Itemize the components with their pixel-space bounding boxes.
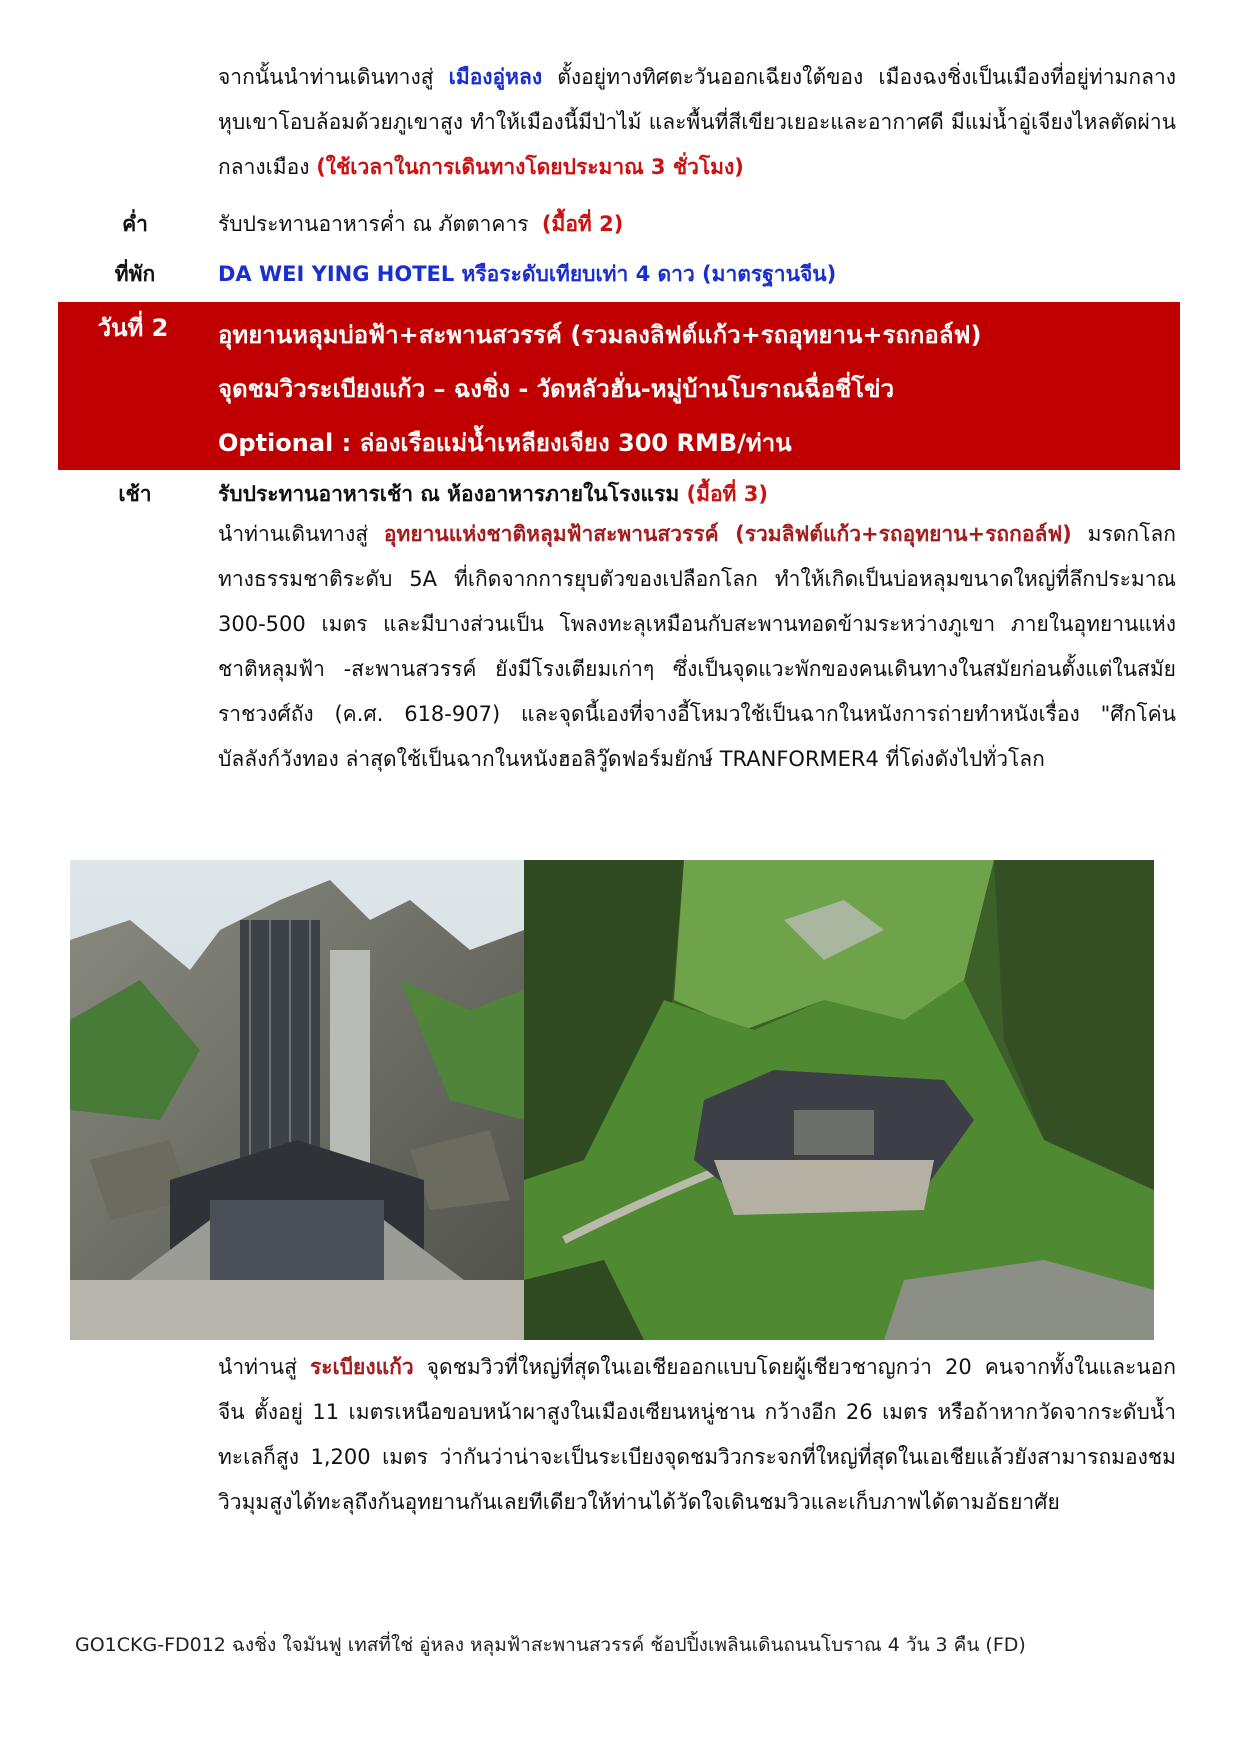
glass-platform-description: จุดชมวิวที่ใหญ่ที่สุดในเอเชียออกแบบโดยผู้เชียวชาญกว่า 20 คนจากทั้งในและนอกจีน ตั้งอยู่ 11 เมตรเหนือขอบหน้าผาสูงในเมืองเซียนหนู่ชาน กว้างอีก 26 เมตร หรือถ้าหากวัดจากระดับน้ำทะเลก็สูง 1,200 เมตร ว่ากันว่าน่าจะเป็นระเบียงจุดชมวิวกระจกที่ใหญ่ที่สุดในเอเชียแล้วยังสามารถมองชมวิวมุมสูงได้ทะลุถึงก้นอุทยานกันเลยทีเดียวให้ท่านได้วัดใจเดินชมวิวและเก็บภาพได้ตามอัธยาศัย [218, 1355, 1176, 1514]
dinner-row [218, 208, 623, 241]
intro-text-cont: ตั้งอยู่ทางทิศตะวันออกเฉียงใต้ของ เมืองฉงชิ่งเป็นเมืองที่อยู่ท่ามกลางหุบเขาโอบล้อมด้วยภูเขาสูง ทำให้เมืองนี้มีป่าไม้ และพื้นที่สีเขียวเยอะและอากาศดี มีแม่น้ำอู่เจียงไหลตัดผ่านกลางเมือง [218, 65, 1176, 179]
breakfast-row [218, 478, 768, 511]
park-intro: นำท่านเดินทางสู่ [218, 522, 384, 546]
day2-line-3: Optional : ล่องเรือแม่น้ำเหลียงเจียง 300 RMB/ท่าน [218, 429, 792, 457]
travel-time-note: (ใช้เวลาในการเดินทางโดยประมาณ 3 ชั่วโมง) [316, 155, 744, 179]
day2-label: วันที่ 2 [97, 314, 169, 342]
dinner-label: ค่ำ [122, 212, 148, 236]
intro-text: จากนั้นนำท่านเดินทางสู่ [218, 65, 449, 89]
breakfast-label: เช้า [118, 482, 152, 506]
city-name: เมืองอู่หลง [448, 65, 543, 89]
intro-paragraph [218, 55, 1176, 190]
park-description: มรดกโลกทางธรรมชาติระดับ 5A ที่เกิดจากการยุบตัวของเปลือกโลก ทำให้เกิดเป็นบ่อหลุมขนาดใหญ่ที่ลึกประมาณ 300-500 เมตร และมีบางส่วนเป็น โพลงทะลุเหมือนกับสะพานทอดข้ามระหว่างภูเขา ภายในอุทยานแห่งชาติหลุมฟ้า -สะพานสวรรค์ ยังมีโรงเตียมเก่าๆ ซึ่งเป็นจุดแวะพักของคนเดินทางในสมัยก่อนตั้งแต่ในสมัยราชวงศ์ถัง (ค.ศ. 618-907) และจุดนี้เองที่จางอี้โหมวใช้เป็นฉากในหนังการถ่ายทำหนังเรื่อง "ศึกโค่นบัลลังก์วังทอง ล่าสุดใช้เป็นฉากในหนังฮอลิวู๊ดฟอร์มยักษ์ TRANFORMER4 ที่โด่งดังไปทั่วโลก [218, 522, 1176, 771]
hotel-label: ที่พัก [114, 262, 156, 286]
glass-intro: นำท่านสู่ [218, 1355, 310, 1379]
day2-line-2: จุดชมวิวระเบียงแก้ว – ฉงชิ่ง - วัดหลัวฮั่น-หมู่บ้านโบราณฉื่อชี่โข่ว [218, 375, 895, 403]
day2-line-1: อุทยานหลุมบ่อฟ้า+สะพานสวรรค์ (รวมลงลิฟต์แก้ว+รถอุทยาน+รถกอล์ฟ) [218, 321, 982, 349]
breakfast-text: รับประทานอาหารเช้า ณ ห้องอาหารภายในโรงแรม [218, 482, 687, 506]
glass-platform-name: ระเบียงแก้ว [309, 1355, 414, 1379]
park-paragraph [218, 512, 1176, 782]
dinner-meal-no: (มื้อที่ 2) [541, 212, 624, 236]
breakfast-meal-no: (มื้อที่ 3) [686, 482, 768, 506]
dinner-text: รับประทานอาหารค่ำ ณ ภัตตาคาร [218, 212, 536, 236]
park-name: อุทยานแห่งชาติหลุมฟ้าสะพานสวรรค์ (รวมลิฟต์แก้ว+รถอุทยาน+รถกอล์ฟ) [383, 522, 1072, 546]
sinkhole-courtyard-photo [524, 860, 1154, 1340]
hotel-name: DA WEI YING HOTEL หรือระดับเทียบเท่า 4 ดาว (มาตรฐานจีน) [218, 262, 837, 286]
day2-header [58, 302, 1180, 470]
glass-elevator-photo [70, 860, 524, 1340]
glass-platform-paragraph [218, 1345, 1176, 1525]
footer-tour-code: GO1CKG-FD012 ฉงชิ่ง ใจมันฟู เทสที่ใช่ อู่หลง หลุมฟ้าสะพานสวรรค์ ช้อปปิ้งเพลินเดินถนนโบราณ 4 วัน 3 คืน (FD) [75, 1634, 1026, 1656]
